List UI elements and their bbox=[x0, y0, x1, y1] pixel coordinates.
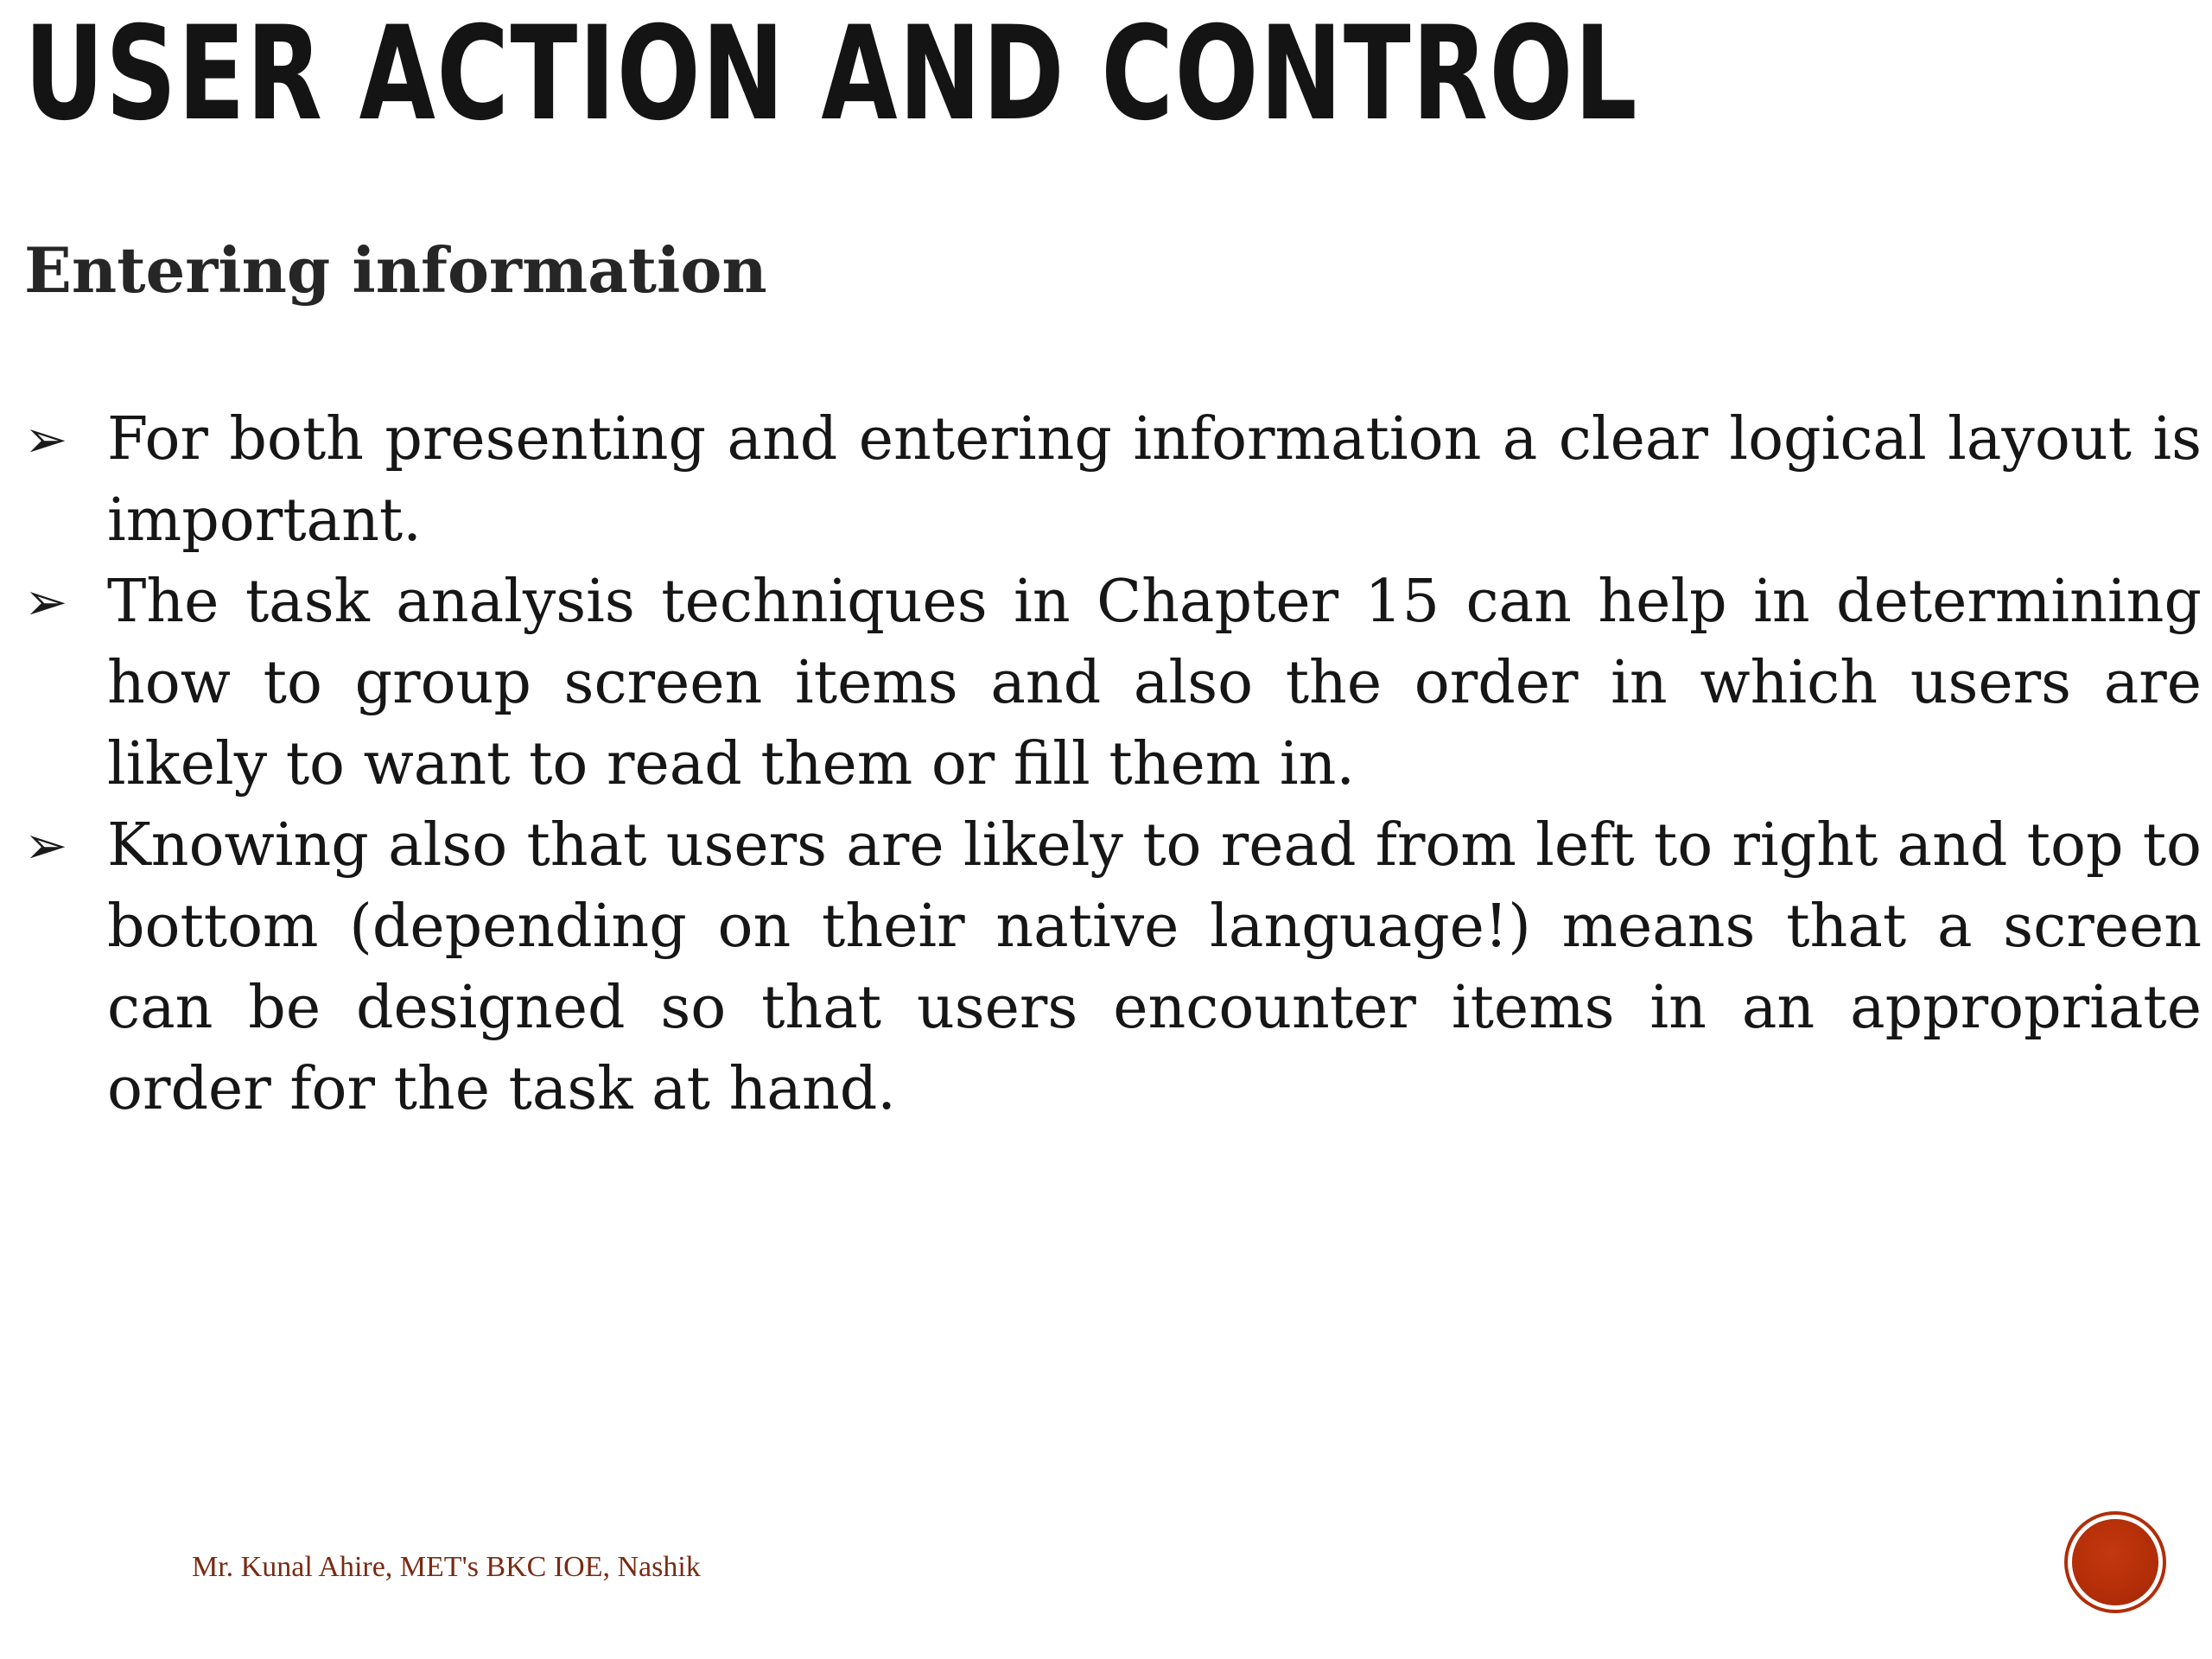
bullet-text: For both presenting and entering information a clear logical layout is important. bbox=[107, 405, 2202, 555]
bullet-text: Knowing also that users are likely to read from left to right and top to bottom (depending on their native language!) means that a screen can be designed so that users encounter items in an appropriate order for the task at hand. bbox=[107, 811, 2202, 1123]
bullet-item bbox=[24, 562, 2202, 805]
arrow-bullet-icon: ➢ bbox=[24, 816, 68, 876]
bullet-item bbox=[24, 805, 2202, 1130]
bullet-item bbox=[24, 399, 2202, 562]
section-subheading: Entering information bbox=[24, 233, 767, 307]
bullet-list bbox=[24, 399, 2202, 1130]
bullet-text: The task analysis techniques in Chapter 15 can help in determining how to group screen items and also the order in which users are likely to want to read them or fill them in. bbox=[107, 568, 2202, 798]
slide-number-badge-icon bbox=[2072, 1519, 2158, 1605]
footer-author: Mr. Kunal Ahire, MET's BKC IOE, Nashik bbox=[192, 1551, 701, 1583]
arrow-bullet-icon: ➢ bbox=[24, 410, 68, 470]
slide-title: USER ACTION AND CONTROL bbox=[24, 0, 1639, 149]
arrow-bullet-icon: ➢ bbox=[24, 572, 68, 632]
